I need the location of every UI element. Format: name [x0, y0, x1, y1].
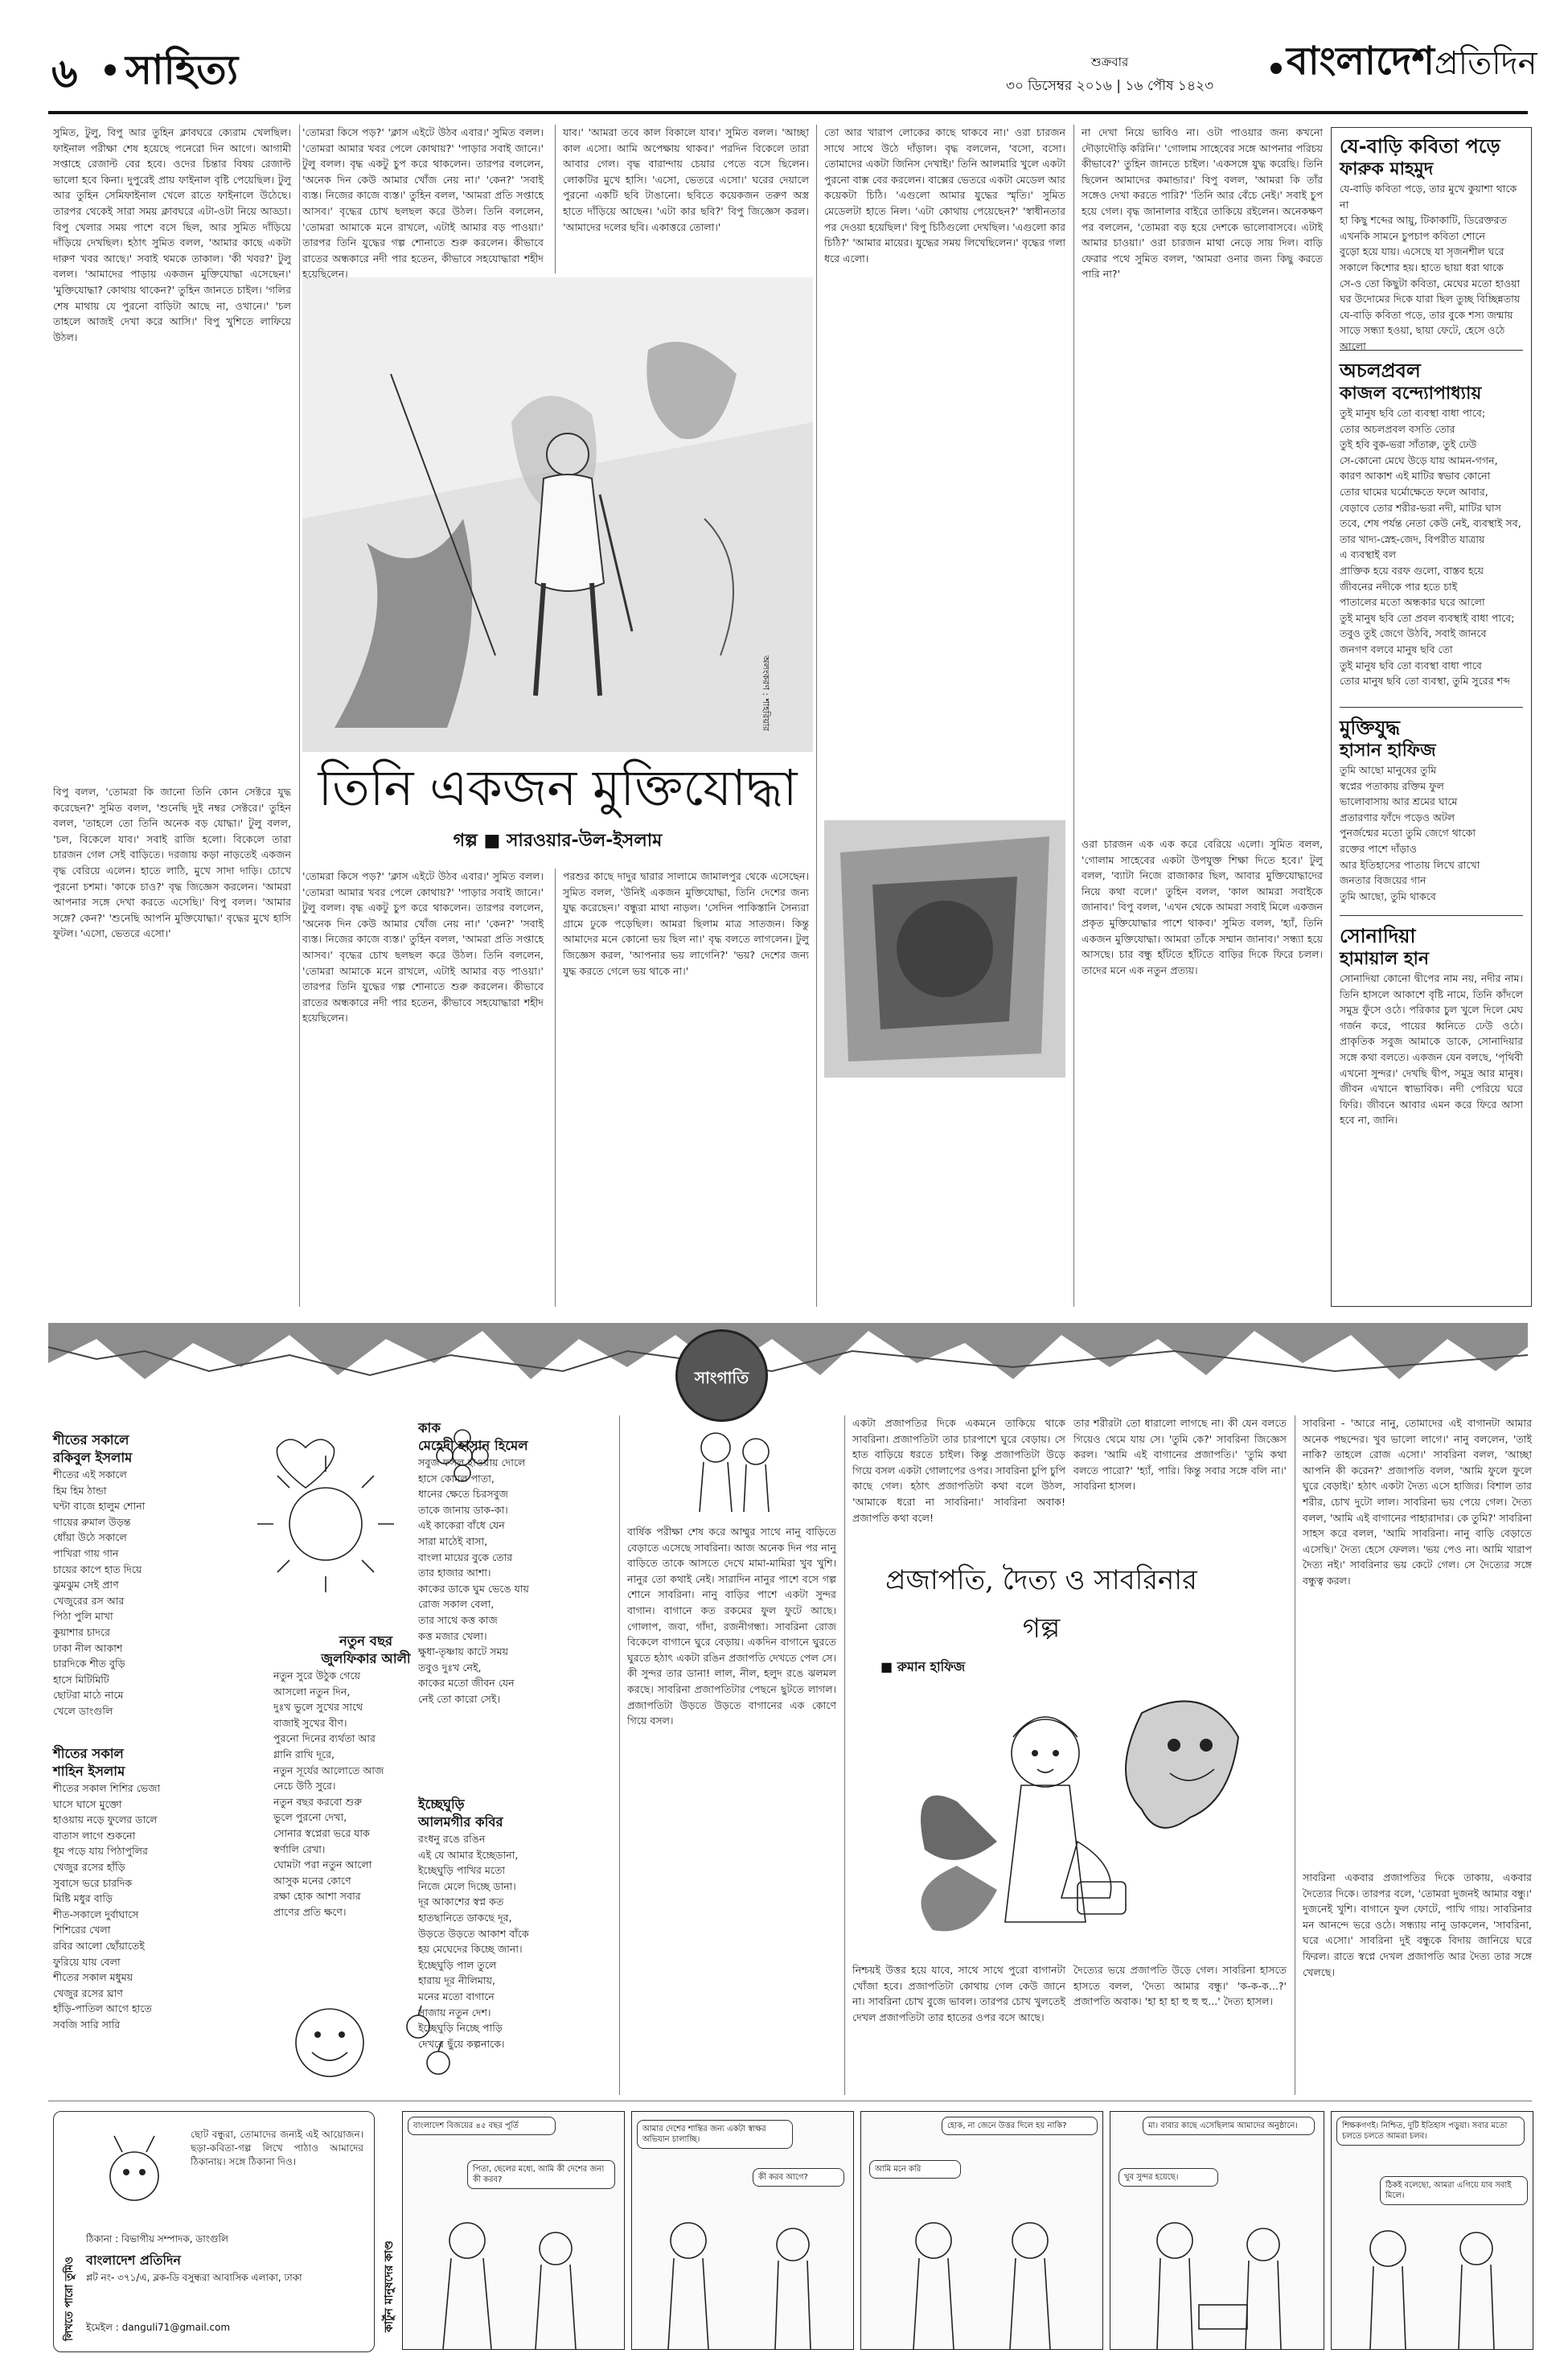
kids-logo-text: সাংগাতি [694, 1368, 749, 1387]
speech-bubble: কী করব আগে? [753, 2168, 844, 2187]
kids-story-image-top [627, 1415, 836, 1520]
column-rule [619, 1415, 620, 2095]
kids-story-col-d: সাবরিনা - 'আরে নানু, তোমাদের এই বাগানটা আমার অনেক পছন্দের। খুব ভালো লাগে।' নানু বললেন, 'তাই নাকি? তাহলে রোজ এসো।' সাবরিনা বলল, 'আচ্ছা আপনি কী করেন?' প্রজাপতি বলল, 'আমি ফুলে ফুলে ঘুরে বেড়াই।' হঠাৎ একটা দৈত্য এসে হাজির। বিশাল তার শরীর, চোখ দুটো লাল। সাবরিনা ভয় পেয়ে গেল। দৈত্য বলল, 'আমি এই বাগানের পাহারাদার। কে তুমি?' সাবরিনা সাহস করে বলল, 'আমি সাবরিনা। নানু বাড়ি বেড়াতে এসেছি।' দৈত্য হেসে ফেলল। 'ভয় পেও না। আমি খারাপ দৈত্য নই।' সাবরিনার ভয় কেটে গেল। সে দৈত্যের সঙ্গে বন্ধুত্ব করল। [1303, 1417, 1532, 1587]
column-rule [816, 125, 817, 1307]
kids-poem-3-title: নতুন বছর [339, 1633, 393, 1649]
poem-2-text: তুই মানুষ ছবি তো ব্যবস্থা বাধা পাবে; তোর অচলপ্রবল বসতি তোর তুই হবি বুক-ভরা সাঁতারু, তুই ঢেউ সে-কোনো মেঘে উড়ে যায় আমন-গগন, কারণ আকাশ এই মাটির স্বভাব কোনো তোর ঘামের ঘর্মোক্ষেতে ফলে আবার, বেড়াবে তোর শরীর-ভরা নদী, মাটির ঘাস তবে, শেষ পর্যন্ত নেতা কেউ নেই, ব্যবস্থাই সব, তার খাদ্য-স্নেহ-জেদ, বিপরীত যাত্রায় এ ব্যবস্থাই বল প্রাক্তিক হয়ে বরফ গুলো, বাস্তব হয়ে জীবনের নদীকে পার হতে চাই পাতালের মতো অন্ধকার ঘরে আলো তুই মানুষ ছবি তো প্রবল ব্যবস্থাই বাধা পাবে; তবুও তুই জেগে উঠবি, সবাই জানবে জনগণ বলবে মানুষ ছবি তো তুই মানুষ ছবি তো ব্যবস্থা বাধা পাবে তোর মানুষ ছবি তো ব্যবস্থা, তুমি সুরের শব্দ [1340, 407, 1521, 688]
poem-4-text: সোনাদিয়া কোনো দ্বীপের নাম নয়, নদীর নাম। তিনি হাসলে আকাশে বৃষ্টি নামে, তিনি কাঁদলে সমুদ্র ফুঁসে ওঠে। পরিকার চুল খুলে দিলে মেঘ গর্জন করে, পায়ের ধ্বনিতে ঢেউ ওঠে। প্রাকৃতিক সবুজ আমাকে ডাকে, সোনাদিয়ার সঙ্গে কথা বলতে। একজন যেন বলছে, 'পৃথিবী এখনো সুন্দর।' দেখছি দ্বীপ, সমুদ্র আর মানুষ। জীবন এখানে স্বাভাবিক। নদী পেরিয়ে ঘরে ফিরি। জীবনে আবার এমন করে ফিরে আসা হবে না, জানি। [1340, 972, 1523, 1127]
notice-email[interactable]: ইমেইল : danguli71@gmail.com [86, 2322, 231, 2333]
paper-name-1: বাংলাদেশ [1287, 39, 1435, 84]
kids-story-col-c: তার শরীরটা তো ধারালো লাগছে না। কী যেন বলতে গিয়েও থেমে যায় সে। 'তুমি কে?' সাবরিনা জিজ্ঞেস করল। 'আমি এই বাগানের প্রজাপতি।' 'তুমি কথা বলতে পারো?' 'হ্যাঁ, পারি। কিন্তু সবার সঙ্গে বলি না।' সাবরিনা হাসল। [1073, 1417, 1287, 1493]
paper-logo [1287, 32, 1537, 105]
comic-panel-3 [860, 2111, 1103, 2350]
poem-1-text: যে-বাড়ি কবিতা পড়ে, তার মুখে কুয়াশা থাকে না হা কিছু শব্দের আয়ু, টিকাকাটি, ডিরেক্তরত এখনকি সামনে চুপচাপ কবিতা শোনে বুড়ো হয়ে যায়। এসেছে যা সৃজনশীল ঘরে সকালে কিশোর হয়। হাতে ছায়া ধরা থাকে সে-ও তো কিছুটা কবিতা, মেঘের মতো হাওয়া ঘর উদোমের দিকে যারা ছিল তুচ্ছ বিচ্ছিন্নতায় যে-বাড়ি কবিতা পড়ে, তার বুকে শস্য জন্মায় সাড়ে সন্ধ্যা হওয়া, ছায়া ফেটে, হেসে ওঠে আলো [1340, 183, 1521, 352]
speech-bubble: পিতা, ছেলের মধ্যে, আমি কী দেশের জন্য কী করব? [467, 2160, 615, 2189]
speech-bubble: আমি মনে করি [869, 2160, 961, 2179]
kids-logo [675, 1329, 768, 1422]
masthead-rule [48, 111, 1528, 114]
page-number: ৬ [51, 49, 78, 97]
bullet-icon [105, 64, 116, 76]
story-col-3-bottom: পরশুর কাছে দাদুর দ্বারার সালামে জামালপুর থেকে এসেছেন। সুমিত বলল, 'উনিই একজন মুক্তিযোদ্ধা, তিনি দেশের জন্য যুদ্ধ করেছেন।' বন্ধুরা মাথা নাড়ল। 'সেদিন পাকিস্তানি সৈন্যরা গ্রামে ঢুকে পড়েছিল। আমরা ছিলাম মাত্র সাতজন। কিন্তু আমাদের মনে কোনো ভয় ছিল না।' বৃদ্ধ বলতে লাগলেন। টুলু জিজ্ঞেস করল, 'আপনার ভয় লাগেনি?' 'ভয়? দেশের জন্য যুদ্ধ করতে গেলে ভয় থাকে না।' [563, 870, 809, 977]
poem-1-title: যে-বাড়ি কবিতা পড়ে [1340, 135, 1500, 158]
kids-poem-1-title: শীতের সকালে [53, 1432, 129, 1448]
kids-poem-5-title: ইচ্ছেঘুড়ি [418, 1797, 465, 1812]
speech-bubble: আমার দেশের শান্তির জন্য একটা স্বাক্ষর অভিযান চালাচ্ছি। [637, 2120, 793, 2149]
story-col-3: যাব।' 'আমরা তবে কাল বিকালে যাব।' সুমিত বলল। 'আচ্ছা কাল এসো। আমি অপেক্ষায় থাকব।' পরদিন বিকেলে তারা আবার গেল। বৃদ্ধ বারান্দায় চেয়ার পেতে বসে ছিলেন। লোকটির মুখে হাসি। 'এসো, ভেতরে এসো।' ঘরের দেয়ালে পুরনো একটি ছবি টাঙানো। ছবিতে কয়েকজন তরুণ অস্ত্র হাতে দাঁড়িয়ে আছেন। 'এটা কার ছবি?' বিপু জিজ্ঞেস করল। 'আমাদের দলের ছবি। একাত্তরে তোলা।' [563, 126, 809, 233]
speech-bubble: ঠিকই বলেছো, আমরা এগিয়ে যাব সবাই মিলে। [1380, 2176, 1528, 2205]
sidebar-divider [1340, 350, 1523, 351]
kids-poem-2-title: শীতের সকাল [53, 1746, 124, 1761]
bug-doodle-icon [86, 2128, 183, 2224]
poem-1-author: ফারুক মাহমুদ [1340, 159, 1434, 179]
story-byline: গল্প ■ সারওয়ার-উল-ইসলাম [453, 831, 663, 851]
kids-poem-4-text: সবুজ ফসল হাওয়ায় দোলে হাসে কোমল পাতা, ধানের ক্ষেতে চিরসবুজ তাকে জানায় ডাক-কা। এই কাকেরা বাঁধে যেন সারা মাঠেই বাসা, বাংলা মায়ের বুকে তোর তার হাজার আশা। কাকের ডাকে ঘুম ভেঙে যায় রোজ সকাল বেলা, তার সাথে কত্ত কাজ কত্ত মজার খেলা। ক্ষুধা-তৃষ্ণায় কাটে সময় তবুও দুঃখ নেই, কাকের মতো জীবন যেন নেই তো কারো সেই। [418, 1456, 529, 1705]
story-col-5: না দেখা নিয়ে ভাবিও না। ওটা পাওয়ার জন্য কখনো দৌড়াদৌড়ি করিনি।' 'গোলাম সাহেবের সঙ্গে আপনার পরিচয় কীভাবে?' তুহিন জানতে চাইল। 'একসঙ্গে যুদ্ধ করেছি। তিনি ছিলেন আমাদের কমান্ডার।' বিপু বলল, 'আমরা কি তাঁর সঙ্গেও দেখা করতে পারি?' 'তিনি আর বেঁচে নেই।' সবাই চুপ হয়ে গেল। বৃদ্ধ জানালার বাইরে তাকিয়ে রইলেন। অনেকক্ষণ পর বললেন, 'তোমরা বড় হয়ে দেশকে ভালোবাসবে। এটাই আমার চাওয়া।' ওরা চারজন মাথা নেড়ে সায় দিল। বাড়ি ফেরার পথে সুমিত বলল, 'আমরা ওনার জন্য কিছু করতে পারি না?' [1082, 126, 1323, 281]
comic-panel-2 [631, 2111, 854, 2350]
story-inset-image [824, 820, 1065, 1078]
masthead [48, 23, 1537, 121]
side-label: লিখতে পারো তুমিও [64, 2257, 76, 2341]
logo-dot-icon [1270, 63, 1282, 74]
poem-2-author: কাজল বন্দ্যোপাধ্যায় [1340, 384, 1482, 404]
kids-poem-2-author: শাহিন ইসলাম [53, 1764, 125, 1779]
sidebar-divider [1340, 915, 1523, 916]
column-rule [1073, 125, 1074, 1307]
kids-col-3 [418, 1419, 611, 2091]
story-illustration [302, 277, 813, 752]
speech-bubble: মা। বাবার কাছে এসেছিলাম আমাদের অনুষ্ঠানে। [1143, 2117, 1315, 2135]
sidebar-divider [1340, 707, 1523, 708]
poem-4-author: হামায়াল হান [1340, 949, 1429, 969]
poem-4-title: সোনাদিয়া [1340, 925, 1416, 947]
kids-poem-5-author: আলমগীর কবির [418, 1814, 503, 1830]
kids-poem-1-text: শীতের এই সকালে হিম হিম ঠান্ডা ঘন্টা বাজে হালুম শোনা গায়ের রুমাল উড়ন্ত ধোঁয়া উঠে সকালে পাখিরা গায় গান চায়ের কাপে হাত দিয়ে ঝুমঝুম সেই প্রাণ খেজুরের রস আর পিঠা পুলি মাখা কুয়াশার চাদরে ঢাকা নীল আকাশ চারদিকে শীত বুড়ি হাসে মিটিমিটি ছোটরা মাঠে নামে খেলে ডাংগুলি [53, 1468, 146, 1717]
kids-story-col-b: একটা প্রজাপতির দিকে একমনে তাকিয়ে থাকে সাবরিনা। প্রজাপতিটা তার চারপাশে ঘুরে বেড়ায়। সে হাত বাড়িয়ে ধরতে চাইল। কিন্তু প্রজাপতিটা উড়ে গিয়ে বসল একটা গোলাপের ওপর। সাবরিনা চুপি চুপি কাছে গেল। হঠাৎ প্রজাপতিটা কথা বলে উঠল, 'আমাকে ধরো না সাবরিনা।' সাবরিনা অবাক! প্রজাপতি কথা বলে! [852, 1417, 1065, 1524]
story-col-2: 'তোমরা কিসে পড়?' 'ক্লাস এইটে উঠব এবার।' সুমিত বলল। 'তোমরা আমার খবর পেলে কোথায়?' 'পাড়ার সবাই জানে।' টুলু বলল। বৃদ্ধ একটু চুপ করে থাকলেন। তারপর বললেন, 'অনেক দিন কেউ আমার খোঁজ নেয় না।' 'কেন?' 'সবাই ব্যস্ত। নিজের কাজে ব্যস্ত।' তুহিন বলল, 'আমরা প্রতি সপ্তাহে আসব।' বৃদ্ধের চোখ ছলছল করে উঠল। তিনি বললেন, 'তোমরা আমাকে মনে রাখলে, এটাই আমার বড় পাওয়া।' তারপর তিনি যুদ্ধের গল্প শোনাতে শুরু করলেন। কীভাবে রাতের অন্ধকারে নদী পার হতেন, কীভাবে সহযোদ্ধারা শহীদ হয়েছিলেন। [302, 126, 544, 281]
speech-bubble: খুব সুন্দর হয়েছে। [1119, 2168, 1218, 2187]
story-col-4: তো আর খারাপ লোকের কাছে থাকবে না।' ওরা চারজন সাথে সাথে উঠে দাঁড়াল। বৃদ্ধ বললেন, 'বসো, বসো। তোমাদের একটা জিনিস দেখাই।' তিনি আলমারি খুলে একটা পুরনো বাক্স বের করলেন। বাক্সের ভেতরে একটা মেডেল আর কয়েকটা চিঠি। 'এগুলো আমার যুদ্ধের স্মৃতি।' সুমিত মেডেলটা হাতে নিল। 'এটা কোথায় পেয়েছেন?' 'স্বাধীনতার পর দেওয়া হয়েছিল।' বিপু চিঠিগুলো দেখছিল। 'এগুলো কার চিঠি?' 'আমার মায়ের। যুদ্ধের সময় লিখেছিলেন।' বৃদ্ধের গলা ধরে এলো। [824, 126, 1065, 265]
story-col-2-bottom: 'তোমরা কিসে পড়?' 'ক্লাস এইটে উঠব এবার।' সুমিত বলল। 'তোমরা আমার খবর পেলে কোথায়?' 'পাড়ার সবাই জানে।' টুলু বলল। বৃদ্ধ একটু চুপ করে থাকলেন। তারপর বললেন, 'অনেক দিন কেউ আমার খোঁজ নেয় না।' 'কেন?' 'সবাই ব্যস্ত। নিজের কাজে ব্যস্ত।' তুহিন বলল, 'আমরা প্রতি সপ্তাহে আসব।' বৃদ্ধের চোখ ছলছল করে উঠল। তিনি বললেন, 'তোমরা আমাকে মনে রাখলে, এটাই আমার বড় পাওয়া।' তারপর তিনি যুদ্ধের গল্প শোনাতে শুরু করলেন। কীভাবে রাতের অন্ধকারে নদী পার হতেন, কীভাবে সহযোদ্ধারা শহীদ হয়েছিলেন। [302, 870, 544, 1025]
poetry-sidebar [1331, 127, 1532, 1307]
notice-address: প্লট নং- ৩৭১/এ, ব্লক-ডি বসুন্ধরা আবাসিক এলাকা, ঢাকা [86, 2272, 302, 2283]
column-rule [844, 1415, 845, 2095]
section-title: সাহিত্য [125, 46, 239, 93]
kids-story-illustration [876, 1681, 1287, 1962]
column-rule [555, 869, 556, 1307]
speech-bubble: বাংলাদেশ বিজয়ের ৪৫ বছর পূর্তি [408, 2117, 556, 2135]
weekday: শুক্রবার [1090, 55, 1129, 69]
kids-poem-3-text: নতুন সুরে উঠুক গেয়ে আসলো নতুন দিন, দুঃখ ভুলে সুখের সাথে বাজাই সুখের বীণ। পুরনো দিনের ব্যর্থতা আর গ্লানি রাখি দূরে, নতুন সূর্যের আলোতে আজ নেচে উঠি সুরে। নতুন বছর করবো শুরু ভুলে পুরনো দেখা, সোনার স্বপ্নেরা ভরে যাক স্বর্ণালি রেখা। ঘোমটা পরা নতুন আলো আসুক মনের কোণে রক্ষা হোক আশা সবার প্রাণের প্রতি ক্ষণে। [273, 1670, 384, 1918]
kids-story-byline: ■ রুমান হাফিজ [880, 1659, 966, 1674]
poem-3-title: মুক্তিযুদ্ধ [1340, 717, 1400, 739]
notice-text: ছোট বন্ধুরা, তোমাদের জন্যই এই আয়োজন। ছড়া-কবিতা-গল্প লিখে পাঠাও আমাদের ঠিকানায়। সঙ্গে ঠিকানা দিও। [191, 2129, 363, 2167]
kids-poem-1-author: রকিবুল ইসলাম [53, 1450, 133, 1465]
speech-bubble: হোক, না জেনে উত্তর দিলে হয় নাকি? [942, 2117, 1098, 2135]
kids-story-title: প্রজাপতি, দৈত্য ও সাবরিনার গল্প [885, 1564, 1197, 1645]
notice-paper: বাংলাদেশ প্রতিদিন [86, 2253, 181, 2268]
kids-poem-4-title: কাক [418, 1420, 441, 1435]
comic-side-label: কার্টুন মানুষদের কাণ্ড [383, 2241, 396, 2332]
poem-3-text: তুমি আছো মানুষের তুমি স্বপ্নের পতাকায় রক্তিম ফুল ভালোবাসায় আর শ্রমের ঘামে প্রতারণার ফাঁদে পড়েও অটল পুনর্জন্মের মতো তুমি জেগে থাকো রক্তের পাশে দাঁড়াও আর ইতিহাসের পাতায় লিখে রাখো জনতার বিজয়ের গান তুমি আছো, তুমি থাকবে [1340, 764, 1480, 902]
speech-bubble: শিক্ষকগণই। নিশ্চিত, দুটি ইতিহাস পড়ুয়া। সবার মতো চলতে চলতে আমরা চলব। [1336, 2117, 1525, 2146]
comic-panel-5 [1331, 2111, 1533, 2350]
kids-poem-4-author: মেহেদী হাসান হিমেল [418, 1438, 528, 1453]
poem-3-author: হাসান হাফিজ [1340, 741, 1436, 761]
story-title: তিনি একজন মুক্তিযোদ্ধা [318, 758, 798, 817]
date: ৩০ ডিসেম্বর ২০১৬ | ১৬ পৌষ ১৪২৩ [1005, 78, 1214, 94]
kids-banner [48, 1315, 1528, 1407]
comic-panel-4 [1110, 2111, 1324, 2350]
story-col-1-top: সুমিত, টুলু, বিপু আর তুহিন ক্লাবঘরে ক্যেরাম খেলছিল। ফাইনাল পরীক্ষা শেষ হয়েছে পনেরো দিন আগে। আগামী সপ্তাহে রেজাল্ট বের হবে। ওদের চিন্তার বিষয় রেজাল্ট ভালো হবে কিনা। দুপুরেই প্রায় ফাইনাল বৃষ্টি পেয়েছিল। টুলু আর তুহিন সেমিফাইনাল খেলে রাতে ফাইনালে উঠেছে। তারপর থেকেই সারা সময় ক্লাবঘরে এটা-ওটা নিয়ে আড্ডা। বিপু খেলার সময় পাশে বসে ছিল, আর সুমিত দাঁড়িয়ে দাঁড়িয়ে দেখছিল। হঠাৎ সুমিত বলল, 'আমার কাছে একটা দারুণ খবর আছে।' সবাই থমকে তাকাল। 'কী খবর?' টুলু বলল। 'আমাদের পাড়ায় একজন মুক্তিযোদ্ধা এসেছেন।' 'মুক্তিযোদ্ধা? কোথায় থাকেন?' তুহিন জানতে চাইল। 'গলির শেষ মাথায় যে পুরনো বাড়িটা আছে না, ওখানে।' 'চল তাহলে আজই দেখা করে আসি।' বিপু খুশিতে লাফিয়ে উঠল। [53, 126, 291, 343]
column-rule [555, 125, 556, 273]
story-col-5-bottom: ওরা চারজন এক এক করে বেরিয়ে এলো। সুমিত বলল, 'গোলাম সাহেবের একটা উপযুক্ত শিক্ষা দিতে হবে।' টুলু বলল, 'ব্যাটা নিজে রাজাকার ছিল, আবার মুক্তিযোদ্ধাদের নিয়ে কথা বলে।' তুহিন বলল, 'কাল আমরা সবাইকে জানাব।' বিপু বলল, 'এখন থেকে আমরা সবাই মিলে একজন প্রকৃত মুক্তিযোদ্ধার পাশে থাকব।' সুমিত বলল, 'হ্যাঁ, তিনি একজন মুক্তিযোদ্ধা। আমরা তাঁকে সম্মান জানাব।' সন্ধ্যা হয়ে আসছে। চার বন্ধু হাঁটতে হাঁটতে বাড়ির দিকে ফিরে চলল। তাদের মনে এক নতুন প্রত্যয়। [1082, 838, 1323, 976]
illustration-credit: অলংকরণ : শাহরিয়ার [761, 655, 771, 731]
kids-story-col-f: দৈত্যের ভয়ে প্রজাপতি উড়ে গেল। সাবরিনা হাসতে হাসতে বলল, 'দৈত্য আমার বন্ধু।' 'ক-ক-ক...?' প্রজাপতি অবাক। 'হা হা হা হু হু হু...' দৈত্য হাসল। [1073, 1964, 1287, 2008]
kids-poem-2-text: শীতের সকাল শিশির ভেজা ঘাসে ঘাসে মুক্তো হাওয়ায় নড়ে ফুলের ডালে বাতাস লাগে শুকনো ধূম পড়ে যায় পিঠাপুলির খেজুর রসের হাঁড়ি সুবাসে ভরে চারদিক মিষ্টি মধুর বাড়ি শীত-সকালে দুর্বাঘাসে শিশিরের খেলা রবির আলো ছোঁয়াতেই ফুরিয়ে যায় বেলা শীতের সকাল মধুময় খেজুর রসের ঘ্রাণ হাঁড়ি-পাতিল আগে হাতে সবজি সারি সারি [53, 1782, 161, 2031]
comic-panel-1 [402, 2111, 625, 2350]
story-col-1-bottom: বিপু বলল, 'তোমরা কি জানো তিনি কোন সেক্টরে যুদ্ধ করেছেন?' সুমিত বলল, 'শুনেছি দুই নম্বর সেক্টরে।' তুহিন বলল, 'তাহলে তো তিনি অনেক বড় যোদ্ধা।' টুলু বলল, 'চল, বিকেলে যাব।' সবাই রাজি হলো। বিকেলে তারা চারজন গেল সেই বাড়িতে। দরজায় কড়া নাড়তেই একজন বৃদ্ধ বেরিয়ে এলেন। হাতে লাঠি, মুখে সাদা দাড়ি। চোখে পুরনো চশমা। 'কাকে চাও?' বৃদ্ধ জিজ্ঞেস করলেন। 'আমরা আপনার সঙ্গে দেখা করতে এসেছি।' বিপু বলল। 'আমার সঙ্গে? কেন?' 'শুনেছি আপনি মুক্তিযোদ্ধা।' বৃদ্ধের মুখে হাসি ফুটল। 'এসো, ভেতরে এসো।' [53, 786, 291, 940]
sun-doodle-icon [241, 1427, 418, 1604]
kids-story-col-e: নিশ্চয়ই উত্তর হয়ে যাবে, সাথে সাথে পুরো বাগানটা খোঁজা হবে। প্রজাপতিটা কোথায় গেল কেউ জানে না। সাবরিনা চোখ বুজে ভাবল। তারপর চোখ খুলতেই দেখল প্রজাপতিটা তার হাতের ওপর বসে আছে। [852, 1964, 1065, 2023]
kids-poem-3-author: জুলফিকার আলী [321, 1651, 411, 1666]
kids-poem-5-text: রংধনু রঙে রঙিন এই যে আমার ইচ্ছেডানা, ইচ্ছেঘুড়ি পাখির মতো নিজে মেলে দিচ্ছে ডানা। দূর আকাশের স্বপ্ন কত হাতছানিতে ডাকছে দূর, উড়তে উড়তে আকাশ বাঁকে হয় মেঘেদের কিচ্ছে জানা। ইচ্ছেঘুড়ি পাল তুলে হারায় দূর নীলিমায়, মনের মতো বাগানে সাজায় নতুন দেশ। ইচ্ছেঘুড়ি নিচ্ছে পাড়ি দেখবে ছুঁয়ে কল্পনাকে। [418, 1833, 529, 2050]
column-rule [299, 125, 300, 1307]
poem-2-title: অচলপ্রবল [1340, 359, 1421, 382]
kids-story-col-g: সাবরিনা একবার প্রজাপতির দিকে তাকায়, একবার দৈত্যের দিকে। তারপর বলে, 'তোমরা দুজনই আমার বন্ধু।' দুজনেই খুশি। বাগানে ফুল ফোটে, পাখি গায়। সাবরিনার মন আনন্দে ভরে ওঠে। সন্ধ্যায় নানু ডাকলেন, 'সাবরিনা, ঘরে এসো।' সাবরিনা দুই বন্ধুকে বিদায় জানিয়ে ঘরে ফিরল। রাতে স্বপ্নে দেখল প্রজাপতি আর দৈত্য তার সঙ্গে খেলছে। [1303, 1871, 1532, 1978]
kids-story-col-a: বার্ষিক পরীক্ষা শেষ করে আম্মুর সাথে নানু বাড়িতে বেড়াতে এসেছে সাবরিনা। আজ অনেক দিন পর নানু বাড়িতে তাকে আসতে দেখে মামা-মামিরা খুব খুশি। নানুর তো কথাই নেই। সারাদিন নানুর পাশে বসে গল্প শোনে সাবরিনা। নানু বাড়ির পাশে একটা সুন্দর বাগান। বাগানে কত রকমের ফুল ফুটে আছে। গোলাপ, জবা, গাঁদা, রজনীগন্ধা। সাবরিনা রোজ বিকেলে বাগানে ঘুরে বেড়ায়। একদিন বাগানে ঘুরতে ঘুরতে হঠাৎ একটা রঙিন প্রজাপতি দেখতে পেল সে। কী সুন্দর তার ডানা! লাল, নীল, হলুদ রঙে ঝলমল করছে। সাবরিনা প্রজাপতিটার পেছনে ছুটতে লাগল। প্রজাপতিটা উড়তে উড়তে বাগানের এক কোণে গিয়ে বসল। [627, 1526, 836, 1727]
contribute-notice [53, 2111, 375, 2352]
notice-address-label: ঠিকানা : বিভাগীয় সম্পাদক, ডাংগুলি [86, 2233, 228, 2245]
paper-name-2: প্রতিদিন [1434, 45, 1537, 82]
kids-col-1 [53, 1431, 270, 2091]
